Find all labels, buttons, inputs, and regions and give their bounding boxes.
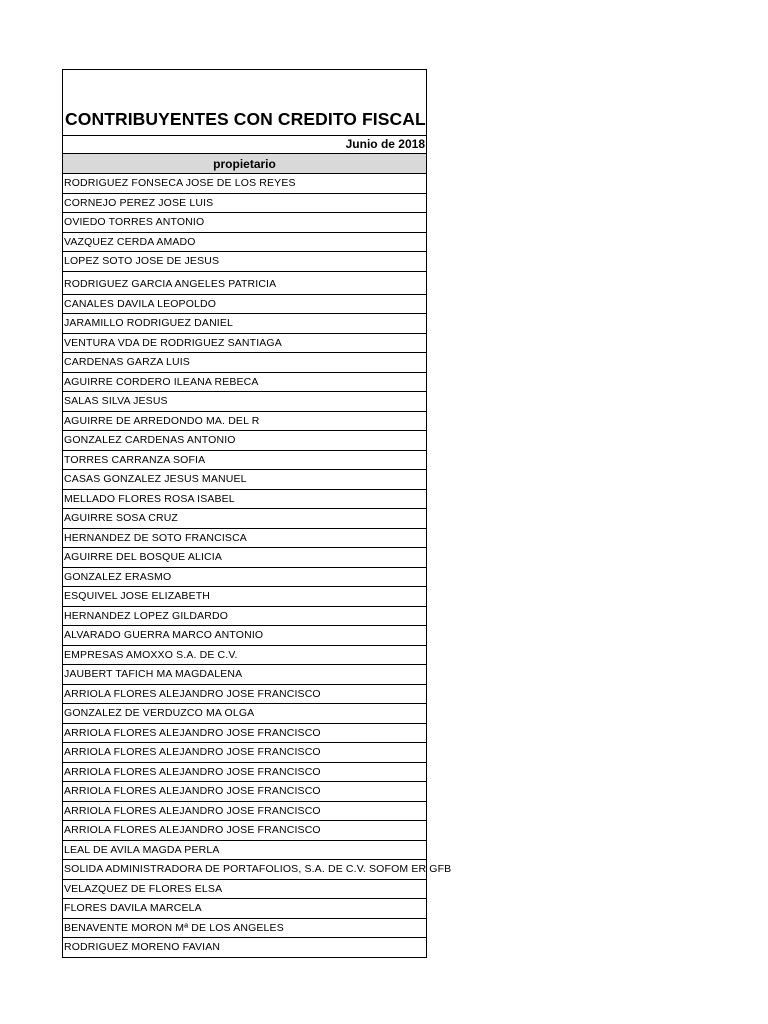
table-body (63, 174, 452, 958)
spreadsheet-table (62, 69, 452, 958)
table-row: GONZALEZ CARDENAS ANTONIO (63, 431, 426, 451)
table-row: JAUBERT TAFICH MA MAGDALENA (63, 665, 426, 685)
table-row: VELAZQUEZ DE FLORES ELSA (63, 880, 426, 900)
table-row: ARRIOLA FLORES ALEJANDRO JOSE FRANCISCO (63, 802, 426, 822)
table-row: ESQUIVEL JOSE ELIZABETH (63, 587, 426, 607)
table-row: GONZALEZ ERASMO (63, 568, 426, 588)
date-cell: Junio de 2018 (63, 136, 426, 154)
table-row: AGUIRRE DEL BOSQUE ALICIA (63, 548, 426, 568)
table-row: AGUIRRE SOSA CRUZ (63, 509, 426, 529)
table-row: ALVARADO GUERRA MARCO ANTONIO (63, 626, 426, 646)
table-row: RODRIGUEZ GARCIA ANGELES PATRICIA (63, 272, 426, 295)
table-row: HERNANDEZ LOPEZ GILDARDO (63, 607, 426, 627)
table-row: ARRIOLA FLORES ALEJANDRO JOSE FRANCISCO (63, 685, 426, 705)
table-row: VENTURA VDA DE RODRIGUEZ SANTIAGA (63, 334, 426, 354)
table-row: OVIEDO TORRES ANTONIO (63, 213, 426, 233)
table-row: SALAS SILVA JESUS (63, 392, 426, 412)
table-row: RODRIGUEZ FONSECA JOSE DE LOS REYES (63, 174, 426, 194)
table-row: ARRIOLA FLORES ALEJANDRO JOSE FRANCISCO (63, 743, 426, 763)
table-row: AGUIRRE CORDERO ILEANA REBECA (63, 373, 426, 393)
table-row: GONZALEZ DE VERDUZCO MA OLGA (63, 704, 426, 724)
column-header-propietario: propietario (63, 154, 426, 174)
table-row: HERNANDEZ DE SOTO FRANCISCA (63, 529, 426, 549)
table-row: EMPRESAS AMOXXO S.A. DE C.V. (63, 646, 426, 666)
table-row: RODRIGUEZ MORENO FAVIAN (63, 938, 426, 958)
table-row: CASAS GONZALEZ JESUS MANUEL (63, 470, 426, 490)
table-row: VAZQUEZ CERDA AMADO (63, 233, 426, 253)
document-title: CONTRIBUYENTES CON CREDITO FISCAL (65, 109, 426, 129)
table-row: ARRIOLA FLORES ALEJANDRO JOSE FRANCISCO (63, 763, 426, 783)
title-cell (63, 70, 426, 136)
table-row: ARRIOLA FLORES ALEJANDRO JOSE FRANCISCO (63, 821, 426, 841)
table-row: FLORES DAVILA MARCELA (63, 899, 426, 919)
table-row: TORRES CARRANZA SOFIA (63, 451, 426, 471)
table-row: ARRIOLA FLORES ALEJANDRO JOSE FRANCISCO (63, 782, 426, 802)
table-row: AGUIRRE DE ARREDONDO MA. DEL R (63, 412, 426, 432)
table-row: BENAVENTE MORON Mª DE LOS ANGELES (63, 919, 426, 939)
table-row: CARDENAS GARZA LUIS (63, 353, 426, 373)
table-row: CANALES DAVILA LEOPOLDO (63, 295, 426, 315)
table-row: LOPEZ SOTO JOSE DE JESUS (63, 252, 426, 272)
table-row: CORNEJO PEREZ JOSE LUIS (63, 194, 426, 214)
table-row: SOLIDA ADMINISTRADORA DE PORTAFOLIOS, S.A. DE C.V. SOFOM ER GFB (63, 860, 426, 880)
table-row: ARRIOLA FLORES ALEJANDRO JOSE FRANCISCO (63, 724, 426, 744)
table-row: MELLADO FLORES ROSA ISABEL (63, 490, 426, 510)
table-row: JARAMILLO RODRIGUEZ DANIEL (63, 314, 426, 334)
table-row: LEAL DE AVILA MAGDA PERLA (63, 841, 426, 861)
